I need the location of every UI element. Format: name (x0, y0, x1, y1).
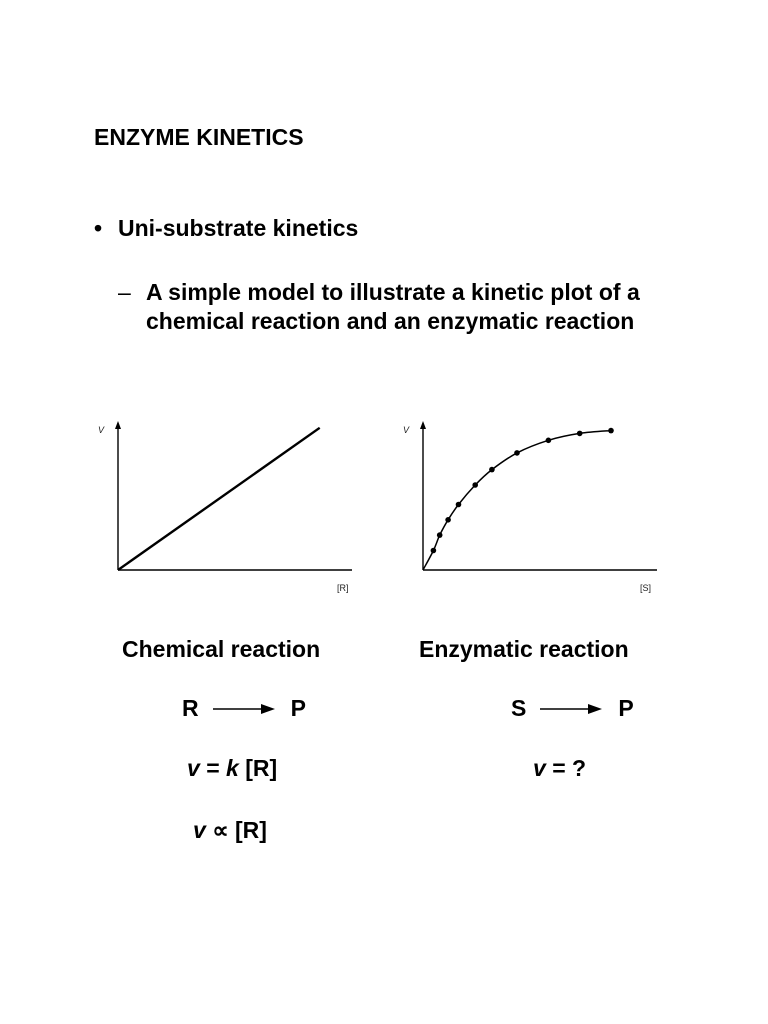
y-axis-arrowhead (115, 421, 121, 429)
proportional-symbol: ∝ (212, 817, 229, 843)
reactant-concentration: [R] (245, 755, 278, 781)
data-point (514, 450, 520, 456)
data-point (445, 517, 451, 523)
proportionality-statement (193, 817, 267, 844)
data-point (472, 482, 478, 488)
data-point (546, 438, 552, 444)
equals-sign: = (206, 755, 220, 781)
data-point (431, 548, 437, 554)
enzymatic-rate-equation (533, 755, 586, 782)
x-axis-label: [R] (337, 583, 349, 593)
data-point (489, 467, 495, 473)
chemical-reaction-plot (90, 415, 370, 600)
bullet-text: Uni-substrate kinetics (118, 215, 359, 241)
arrow-right-icon (213, 702, 275, 716)
rate-symbol: v (187, 755, 200, 781)
product-p: P (290, 695, 306, 721)
enzymatic-reaction-caption: Enzymatic reaction (419, 636, 629, 662)
arrow-right-icon (540, 702, 602, 716)
y-axis-label: V (98, 425, 105, 435)
bullet-item (94, 215, 358, 242)
page-title: ENZYME KINETICS (94, 124, 304, 150)
bullet-marker: • (94, 215, 103, 241)
chemical-rate-equation (187, 755, 277, 782)
substrate-s: S (511, 695, 527, 721)
rate-constant: k (226, 755, 239, 781)
sub-bullet-text: A simple model to illustrate a kinetic plot of a chemical reaction and an enzymatic reaction (146, 279, 640, 334)
y-axis-label: V (403, 425, 410, 435)
enzymatic-reaction-plot (395, 415, 675, 600)
data-point (608, 428, 614, 434)
enzymatic-reaction-scheme (511, 695, 634, 722)
y-axis-arrowhead (420, 421, 426, 429)
chemical-reaction-caption: Chemical reaction (122, 636, 321, 662)
data-point (437, 532, 443, 538)
series-line (118, 428, 320, 570)
reactant-r: R (182, 695, 199, 721)
data-point (577, 431, 583, 437)
sub-bullet-item (118, 278, 666, 336)
rate-symbol: v (533, 755, 546, 781)
data-point (456, 502, 462, 508)
x-axis-label: [S] (640, 583, 652, 593)
unknown-rate: = ? (552, 755, 587, 781)
chemical-reaction-scheme (182, 695, 306, 722)
reactant-concentration: [R] (235, 817, 267, 843)
series-group (423, 428, 614, 570)
series-group (118, 428, 320, 570)
product-p: P (618, 695, 634, 721)
rate-symbol: v (193, 817, 206, 843)
dash-marker: – (118, 279, 131, 305)
